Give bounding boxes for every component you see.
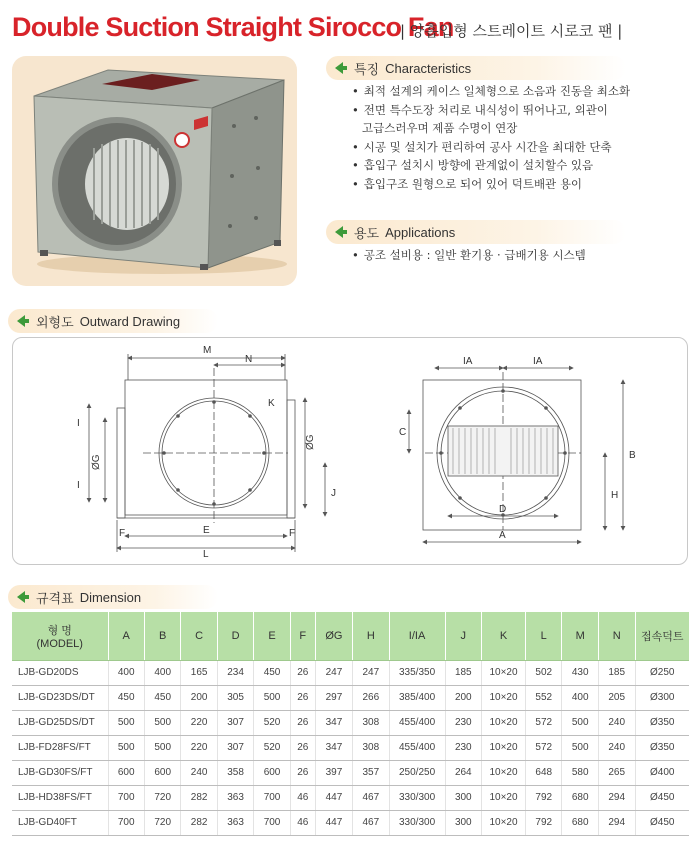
table-cell: 500	[562, 710, 598, 735]
dim-label-e: E	[203, 525, 210, 536]
dim-label-m: M	[203, 345, 212, 356]
model-header	[12, 612, 108, 660]
dim-label-j: J	[331, 488, 336, 499]
table-cell: Ø450	[635, 785, 689, 810]
table-cell: 680	[562, 785, 598, 810]
table-cell: 363	[217, 810, 253, 835]
list-item: • 공조 설비용 : 일반 환기용 · 급배기용 시스템	[352, 246, 586, 265]
characteristics-title-ko: 특징	[354, 62, 380, 78]
table-cell: 500	[108, 710, 144, 735]
table-cell: 447	[315, 810, 352, 835]
table-cell: 397	[315, 760, 352, 785]
column-header: I/IA	[389, 612, 445, 660]
table-row	[12, 810, 689, 835]
dim-label-a: A	[499, 530, 506, 541]
table-cell: 205	[598, 685, 635, 710]
dim-label-g-right: ØG	[305, 434, 316, 450]
table-cell: 282	[181, 785, 217, 810]
model-cell: LJB-GD20DS	[12, 660, 108, 685]
column-header: M	[562, 612, 598, 660]
table-cell: 234	[217, 660, 253, 685]
product-title: Double Suction Straight Sirocco Fan	[12, 12, 454, 42]
applications-title-ko: 용도	[354, 226, 380, 242]
table-cell: 400	[562, 685, 598, 710]
column-header: K	[482, 612, 526, 660]
table-cell: 240	[598, 735, 635, 760]
column-header: F	[290, 612, 315, 660]
table-cell: 250/250	[389, 760, 445, 785]
table-cell: 165	[181, 660, 217, 685]
table-cell: Ø350	[635, 735, 689, 760]
table-cell: 500	[144, 735, 180, 760]
table-cell: 282	[181, 810, 217, 835]
column-header: E	[254, 612, 290, 660]
table-cell: 502	[526, 660, 562, 685]
table-cell: 450	[144, 685, 180, 710]
table-cell: 200	[181, 685, 217, 710]
table-cell: 247	[353, 660, 389, 685]
table-cell: 330/300	[389, 785, 445, 810]
table-cell: 552	[526, 685, 562, 710]
model-header-ko: 형 명	[47, 624, 72, 637]
list-item: • 흡입구 설치시 방향에 관계없이 설치할수 있음	[352, 156, 630, 175]
table-cell: 46	[290, 785, 315, 810]
table-cell: 330/300	[389, 810, 445, 835]
table-cell: 347	[315, 735, 352, 760]
applications-heading	[326, 220, 626, 244]
table-cell: 792	[526, 785, 562, 810]
outward-drawing-title-en: Outward Drawing	[79, 313, 181, 329]
table-row	[12, 785, 689, 810]
dimension-heading	[8, 585, 218, 609]
table-row	[12, 685, 689, 710]
table-cell: 200	[445, 685, 481, 710]
column-header: B	[144, 612, 180, 660]
table-cell: 10×20	[482, 760, 526, 785]
column-header: J	[445, 612, 481, 660]
column-header: 접속덕트	[635, 612, 689, 660]
dimension-table	[12, 612, 689, 836]
model-cell: LJB-GD40FT	[12, 810, 108, 835]
table-cell: 400	[144, 660, 180, 685]
table-cell: 500	[254, 685, 290, 710]
table-cell: 220	[181, 735, 217, 760]
list-item: • 전면 특수도장 처리로 내식성이 뛰어나고, 외관이	[352, 101, 630, 120]
table-cell: 572	[526, 735, 562, 760]
table-cell: 230	[445, 735, 481, 760]
table-cell: 447	[315, 785, 352, 810]
table-cell: 247	[315, 660, 352, 685]
table-cell: 358	[217, 760, 253, 785]
table-row	[12, 710, 689, 735]
table-cell: 297	[315, 685, 352, 710]
dim-label-ia-right: IA	[533, 356, 543, 367]
list-item-continuation: 고급스러우며 제품 수명이 연장	[362, 121, 518, 135]
table-cell: 230	[445, 710, 481, 735]
table-cell: 26	[290, 685, 315, 710]
table-cell: 520	[254, 735, 290, 760]
table-cell: 185	[445, 660, 481, 685]
table-header-row	[12, 612, 689, 660]
dim-label-c: C	[399, 427, 407, 438]
table-cell: 467	[353, 785, 389, 810]
dim-label-f-left: F	[119, 528, 126, 539]
table-cell: 305	[217, 685, 253, 710]
dim-label-i-bottom: I	[77, 480, 80, 491]
table-cell: 240	[598, 710, 635, 735]
table-cell: 307	[217, 710, 253, 735]
table-cell: 46	[290, 810, 315, 835]
applications-title-en: Applications	[385, 224, 456, 240]
outward-drawing-title-ko: 외형도	[36, 315, 74, 331]
table-cell: 720	[144, 810, 180, 835]
model-cell: LJB-GD25DS/DT	[12, 710, 108, 735]
column-header: A	[108, 612, 144, 660]
table-cell: 308	[353, 710, 389, 735]
model-header-en: (MODEL)	[36, 637, 83, 650]
table-cell: 720	[144, 785, 180, 810]
table-cell: 600	[144, 760, 180, 785]
model-cell: LJB-HD38FS/FT	[12, 785, 108, 810]
table-cell: 520	[254, 710, 290, 735]
dim-label-l: L	[203, 549, 209, 560]
table-cell: 307	[217, 735, 253, 760]
table-cell: 308	[353, 735, 389, 760]
arrow-icon	[16, 590, 30, 604]
table-cell: 700	[108, 785, 144, 810]
table-cell: Ø350	[635, 710, 689, 735]
table-row	[12, 735, 689, 760]
table-cell: 400	[108, 660, 144, 685]
table-cell: 792	[526, 810, 562, 835]
arrow-icon	[16, 314, 30, 328]
column-header: C	[181, 612, 217, 660]
model-cell: LJB-GD30FS/FT	[12, 760, 108, 785]
model-cell: LJB-GD23DS/DT	[12, 685, 108, 710]
table-cell: 450	[254, 660, 290, 685]
dim-label-g-left: ØG	[91, 454, 102, 470]
outward-drawing	[12, 337, 688, 565]
table-cell: 10×20	[482, 785, 526, 810]
dim-label-b: B	[629, 450, 636, 461]
table-cell: 680	[562, 810, 598, 835]
product-title-korean: | 양흡입형 스트레이트 시로코 팬 |	[400, 22, 623, 40]
table-cell: 10×20	[482, 810, 526, 835]
column-header: N	[598, 612, 635, 660]
model-cell: LJB-FD28FS/FT	[12, 735, 108, 760]
table-cell: 10×20	[482, 735, 526, 760]
table-cell: 26	[290, 735, 315, 760]
table-cell: 185	[598, 660, 635, 685]
table-cell: 265	[598, 760, 635, 785]
table-cell: 600	[254, 760, 290, 785]
table-cell: 26	[290, 660, 315, 685]
list-item: • 시공 및 설치가 편리하여 공사 시간을 최대한 단축	[352, 138, 630, 157]
table-cell: 294	[598, 785, 635, 810]
list-item: • 최적 설계의 케이스 일체형으로 소음과 진동을 최소화	[352, 82, 630, 101]
table-cell: 10×20	[482, 685, 526, 710]
table-cell: Ø300	[635, 685, 689, 710]
table-cell: 700	[108, 810, 144, 835]
dim-label-f-right: F	[289, 528, 296, 539]
table-cell: 266	[353, 685, 389, 710]
product-photo	[12, 56, 297, 286]
table-cell: 363	[217, 785, 253, 810]
table-cell: 10×20	[482, 710, 526, 735]
table-cell: 300	[445, 810, 481, 835]
table-cell: 500	[108, 735, 144, 760]
dim-label-k: K	[268, 398, 275, 409]
dimension-title-ko: 규격표	[36, 591, 74, 607]
dim-label-i-top: I	[77, 418, 80, 429]
column-header: D	[217, 612, 253, 660]
arrow-icon	[334, 225, 348, 239]
column-header: L	[526, 612, 562, 660]
dim-label-h: H	[611, 490, 619, 501]
table-cell: 385/400	[389, 685, 445, 710]
outward-drawing-heading	[8, 309, 218, 333]
column-header: H	[353, 612, 389, 660]
table-cell: 10×20	[482, 660, 526, 685]
table-cell: 240	[181, 760, 217, 785]
list-item: • 흡입구조 원형으로 되어 있어 덕트배관 용이	[352, 175, 630, 194]
table-cell: Ø250	[635, 660, 689, 685]
table-cell: 700	[254, 810, 290, 835]
table-cell: 347	[315, 710, 352, 735]
column-header: ØG	[315, 612, 352, 660]
characteristics-list	[352, 82, 630, 193]
table-cell: 467	[353, 810, 389, 835]
dim-label-ia-left: IA	[463, 356, 473, 367]
table-cell: Ø450	[635, 810, 689, 835]
table-row	[12, 660, 689, 685]
table-cell: 500	[562, 735, 598, 760]
table-cell: 26	[290, 760, 315, 785]
characteristics-title-en: Characteristics	[385, 60, 472, 76]
applications-list	[352, 246, 586, 265]
table-cell: 430	[562, 660, 598, 685]
table-cell: 300	[445, 785, 481, 810]
table-cell: 455/400	[389, 710, 445, 735]
arrow-icon	[334, 61, 348, 75]
table-cell: 500	[144, 710, 180, 735]
table-cell: 26	[290, 710, 315, 735]
table-cell: 700	[254, 785, 290, 810]
table-cell: 600	[108, 760, 144, 785]
table-cell: 335/350	[389, 660, 445, 685]
table-cell: 455/400	[389, 735, 445, 760]
table-cell: 294	[598, 810, 635, 835]
table-cell: Ø400	[635, 760, 689, 785]
dim-label-n: N	[245, 354, 253, 365]
table-cell: 357	[353, 760, 389, 785]
dim-label-d: D	[499, 504, 507, 515]
table-cell: 264	[445, 760, 481, 785]
table-cell: 648	[526, 760, 562, 785]
table-cell: 220	[181, 710, 217, 735]
characteristics-heading	[326, 56, 626, 80]
table-row	[12, 760, 689, 785]
table-cell: 450	[108, 685, 144, 710]
dimension-title-en: Dimension	[79, 589, 142, 605]
table-cell: 572	[526, 710, 562, 735]
table-cell: 580	[562, 760, 598, 785]
